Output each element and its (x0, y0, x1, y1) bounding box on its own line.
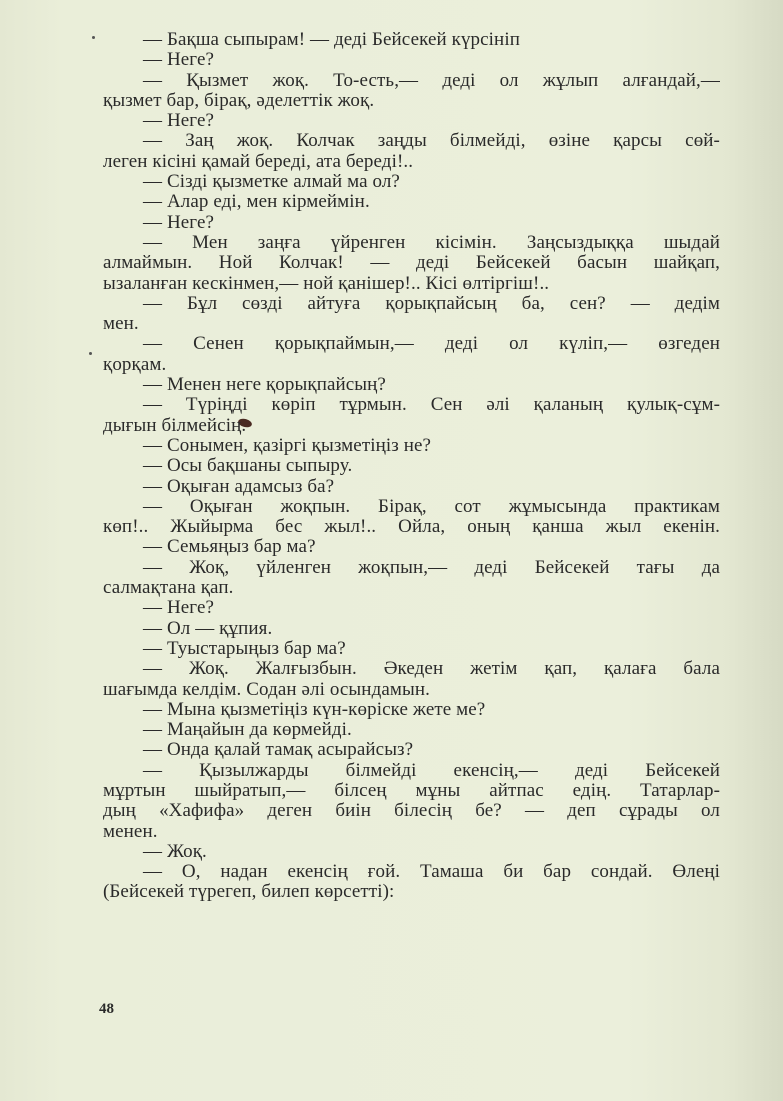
text-line: — Онда қалай тамақ асырайсыз? (143, 739, 414, 761)
text-line: ызаланған кескінмен,— ной қанішер!.. Кісі өлтіргіш!.. (103, 272, 550, 294)
text-line: — Мына қызметіңіз күн-көріске жете ме? (143, 698, 486, 720)
text-line: — Сізді қызметке алмай ма ол? (143, 171, 400, 193)
print-speck (92, 36, 95, 39)
text-line: — Жоқ, үйленген жоқпын,— деді Бейсекей тағы да (143, 557, 720, 578)
text-line: — Алар еді, мен кірмеймін. (143, 191, 370, 213)
text-line: салмақтана қап. (103, 577, 234, 599)
text-line: — Туыстарыңыз бар ма? (143, 637, 346, 659)
text-line: — Сенен қорықпаймын,— деді ол күліп,— өзгеден (143, 334, 720, 355)
page-body-text (103, 30, 720, 903)
text-line: — Мен заңға үйренген кісімін. Заңсыздыққа шыдай (143, 232, 720, 253)
page-number: 48 (99, 1001, 114, 1017)
text-line: — Осы бақшаны сыпыру. (143, 455, 353, 477)
text-line: қорқам. (103, 353, 167, 375)
text-line: — Неге? (143, 211, 215, 233)
text-line: — Қызылжарды білмейді екенсің,— деді Бейсекей (143, 760, 720, 781)
text-line: — Семьяңыз бар ма? (143, 536, 316, 558)
text-line: — Қызмет жоқ. То-есть,— деді ол жұлып алғандай,— (143, 70, 720, 91)
text-line: — Оқыған адамсыз ба? (143, 475, 335, 497)
print-speck (89, 352, 92, 355)
text-line: менен. (103, 820, 158, 842)
text-line: — О, надан екенсің ғой. Тамаша би бар сондай. Өлеңі (143, 862, 720, 883)
text-line: — Бақша сыпырам! — деді Бейсекей күрсініп (143, 29, 520, 50)
text-line: — Заң жоқ. Колчак заңды білмейді, өзіне қарсы сөй- (143, 131, 720, 152)
text-line: — Неге? (143, 110, 215, 132)
text-line: (Бейсекей түрегеп, билеп көрсетті): (103, 881, 395, 903)
text-line: дығын білмейсің. (103, 414, 247, 436)
text-line: қызмет бар, бірақ, әделеттік жоқ. (103, 89, 375, 111)
text-line: — Жоқ. (143, 840, 207, 862)
text-line: — Оқыған жоқпын. Бірақ, сот жұмысында практикам (143, 496, 720, 517)
text-line: — Түріңді көріп тұрмын. Сен әлі қаланың қулық-сұм- (143, 395, 720, 416)
text-line: алмаймын. Ной Колчак! — деді Бейсекей басын шайқап, (103, 253, 720, 274)
text-line: — Ол — құпия. (143, 617, 273, 639)
text-line: леген кісіні қамай береді, ата береді!.. (103, 150, 414, 172)
text-line: мен. (103, 313, 139, 335)
text-line: — Жоқ. Жалғызбын. Әкеден жетім қап, қалаға бала (143, 659, 720, 680)
text-line: көп!.. Жыйырма бес жыл!.. Ойла, оның қанша жыл екенін. (103, 517, 720, 538)
text-line: мұртын шыйратып,— білсең мұны айтпас едің. Татарлар- (103, 780, 720, 801)
text-line: — Сонымен, қазіргі қызметіңіз не? (143, 434, 432, 456)
text-line: шағымда келдім. Содан әлі осындамын. (103, 678, 430, 700)
text-line: — Маңайын да көрмейді. (143, 719, 352, 741)
text-line: — Неге? (143, 597, 215, 619)
text-line: — Неге? (143, 49, 215, 71)
text-line: — Бұл сөзді айтуға қорықпайсың ба, сен? — дедім (143, 293, 720, 314)
text-line: — Менен неге қорықпайсың? (143, 374, 386, 396)
text-line: дың «Хафифа» деген биін білесің бе? — деп сұрады ол (103, 801, 720, 822)
